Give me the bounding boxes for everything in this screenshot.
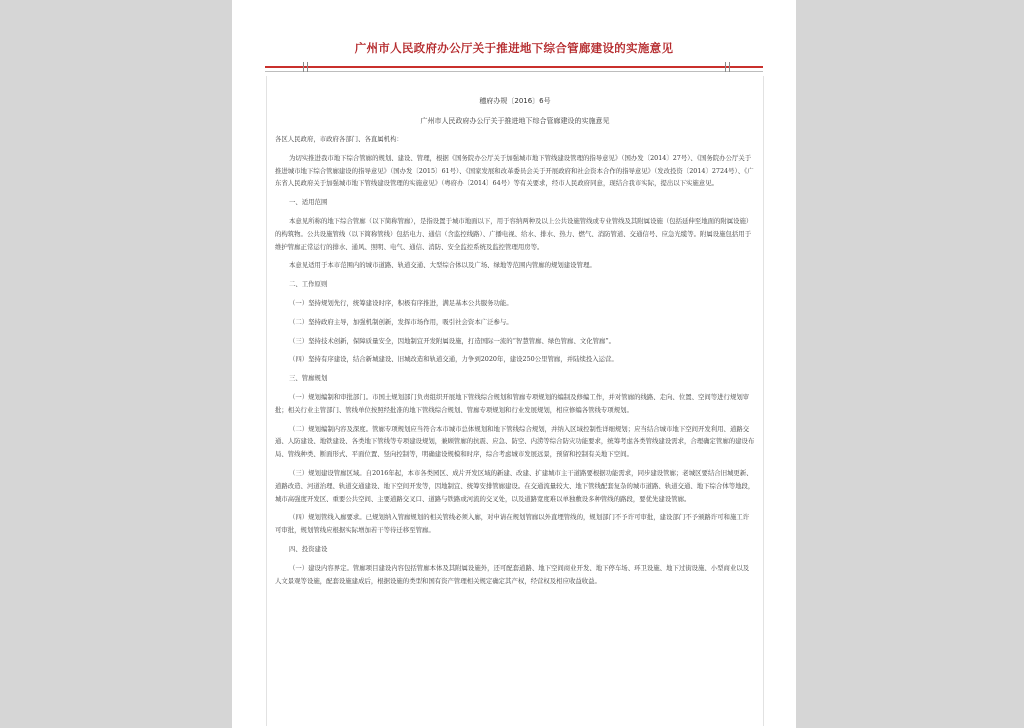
paragraph: （一）建设内容界定。管廊项目建设内容包括管廊本体及其附属设施外，还可配套道路、地下空间商业开发、地下停车场、环卫设施、地下过街设施、小型商业以及人文景观等设施，配套设施建成后，根据设施的类型和国有资产管理相关规定确定其产权，经营权及相应收益收益。 (275, 563, 750, 585)
paragraph: （三）坚持技术创新，保障质量安全，因地制宜开发附属设施，打造国际一流的“智慧管廊、绿色管廊、文化管廊”。 (289, 336, 616, 345)
paragraph: 一、适用范围 (289, 198, 328, 207)
paragraph: 各区人民政府，市政府各部门、各直属机构： (275, 135, 403, 143)
paragraph: 本意见适用于本市范围内的城市道路、轨道交通、大型综合体以及广场、绿地等范围内管廊的规划建设管理。 (289, 261, 596, 270)
paragraph: （一）规划编制和审批部门。市国土规划部门负责组织开展地下管线综合规划和管廊专项规划的编制及修编工作，并对管廊的线路、走向、位置、空间等进行规划审批；相关行业主管部门、管线单位按照经批准的地下管线综合规划、管廊专项规划和行业发展规划，相应修编各管线专项规划。 (275, 392, 750, 414)
paragraph: （三）规划建设管廊区域。自2016年起，本市各类园区、成片开发区域的新建、改建、扩建城市主干道路要根据功能需求，同步建设管廊；老城区要结合旧城更新、道路改造、河道治理、轨道交通建设、地下空间开发等，因地制宜、统筹安排管廊建设。在交通流量较大、地下管线配套复杂的城市道路、轨道交通、地下综合体等地段，城市高强度开发区、重要公共空间、主要道路交叉口、道路与铁路或河流的交叉处，以及道路宽度难以单独敷设多种管线的路段，要优先建设管廊。 (275, 468, 755, 503)
paragraph: （二）规划编制内容及深度。管廊专项规划应当符合本市城市总体规划和地下管线综合规划，并纳入区域控制性详细规划；应当结合城市地下空间开发利用、道路交通、人防建设、地铁建设、各类地下管线等专项建设规划，兼顾管廊的抗震、应急、防空、内涝等综合防灾功能要求，统筹考虑各类管线建设需求，合理确定管廊的建设布局、管线种类、断面形式、平面位置、竖向控制等，明确建设规模和时序，综合考虑城市发展远景，预留和控制有关地下空间。 (275, 424, 755, 459)
paragraph: （四）坚持有序建设，结合新城建设、旧城改造和轨道交通，力争到2020年，建设250公里管廊，并陆续投入运营。 (289, 355, 618, 364)
divider-marker-right-icon (725, 62, 730, 72)
document-subtitle: 广州市人民政府办公厅关于推进地下综合管廊建设的实施意见 (420, 117, 610, 125)
paragraph: 四、投资建设 (289, 544, 328, 553)
paragraph: 三、管廊规划 (289, 374, 328, 383)
paragraph: 本意见所称的地下综合管廊（以下简称管廊），是指设置于城市地面以下，用于容纳两种及以上公共设施管线或专业管线及其附属设施（包括延伸至地面的附属设施）的构筑物。公共设施管线（以下简称管线）包括电力、通信（含监控线路）、广播电视、给水、排水、热力、燃气、消防管道、交通信号、应急光缆等。附属设施包括用于维护管廊正常运行的排水、通风、照明、电气、通信、消防、安全监控系统及监控管理用房等。 (275, 216, 753, 251)
title-divider-grey (265, 71, 763, 72)
paragraph: （二）坚持政府主导，加强机制创新，发挥市场作用，吸引社会资本广泛参与。 (289, 317, 513, 326)
divider-marker-left-icon (303, 62, 308, 72)
paragraph: （一）坚持规划先行，统筹建设时序，积极有序推进，满足基本公共服务功能。 (289, 298, 513, 307)
document-page (232, 0, 796, 728)
title-divider-red (265, 66, 763, 68)
paragraph: 二、工作原则 (289, 280, 328, 289)
paragraph: （四）规划管线入廊要求。已规划纳入管廊规划的相关管线必须入廊，对申请在规划管廊以外直埋管线的，规划部门不予许可审批，建设部门不予颁路许可和施工许可审批，规划管线应根据实际增加若干等待迁移至管廊。 (275, 513, 750, 535)
document-title: 广州市人民政府办公厅关于推进地下综合管廊建设的实施意见 (354, 41, 674, 55)
paragraph: 为切实推进我市地下综合管廊的规划、建设、管理，根据《国务院办公厅关于加强城市地下管线建设管理的指导意见》（国办发〔2014〕27号）、《国务院办公厅关于推进城市地下综合管廊建设的指导意见》（国办发〔2015〕61号）、《国家发展和改革委员会关于开展政府和社会资本合作的指导意见》（发改投资〔2014〕2724号）、《广东省人民政府关于加强城市地下管线建设管理的实施意见》（粤府办〔2014〕64号）等有关要求，经市人民政府同意，现结合我市实际，提出以下实施意见。 (275, 153, 754, 188)
document-number: 穗府办规〔2016〕6号 (479, 97, 551, 105)
document-content (266, 76, 764, 726)
document-body (275, 133, 755, 593)
